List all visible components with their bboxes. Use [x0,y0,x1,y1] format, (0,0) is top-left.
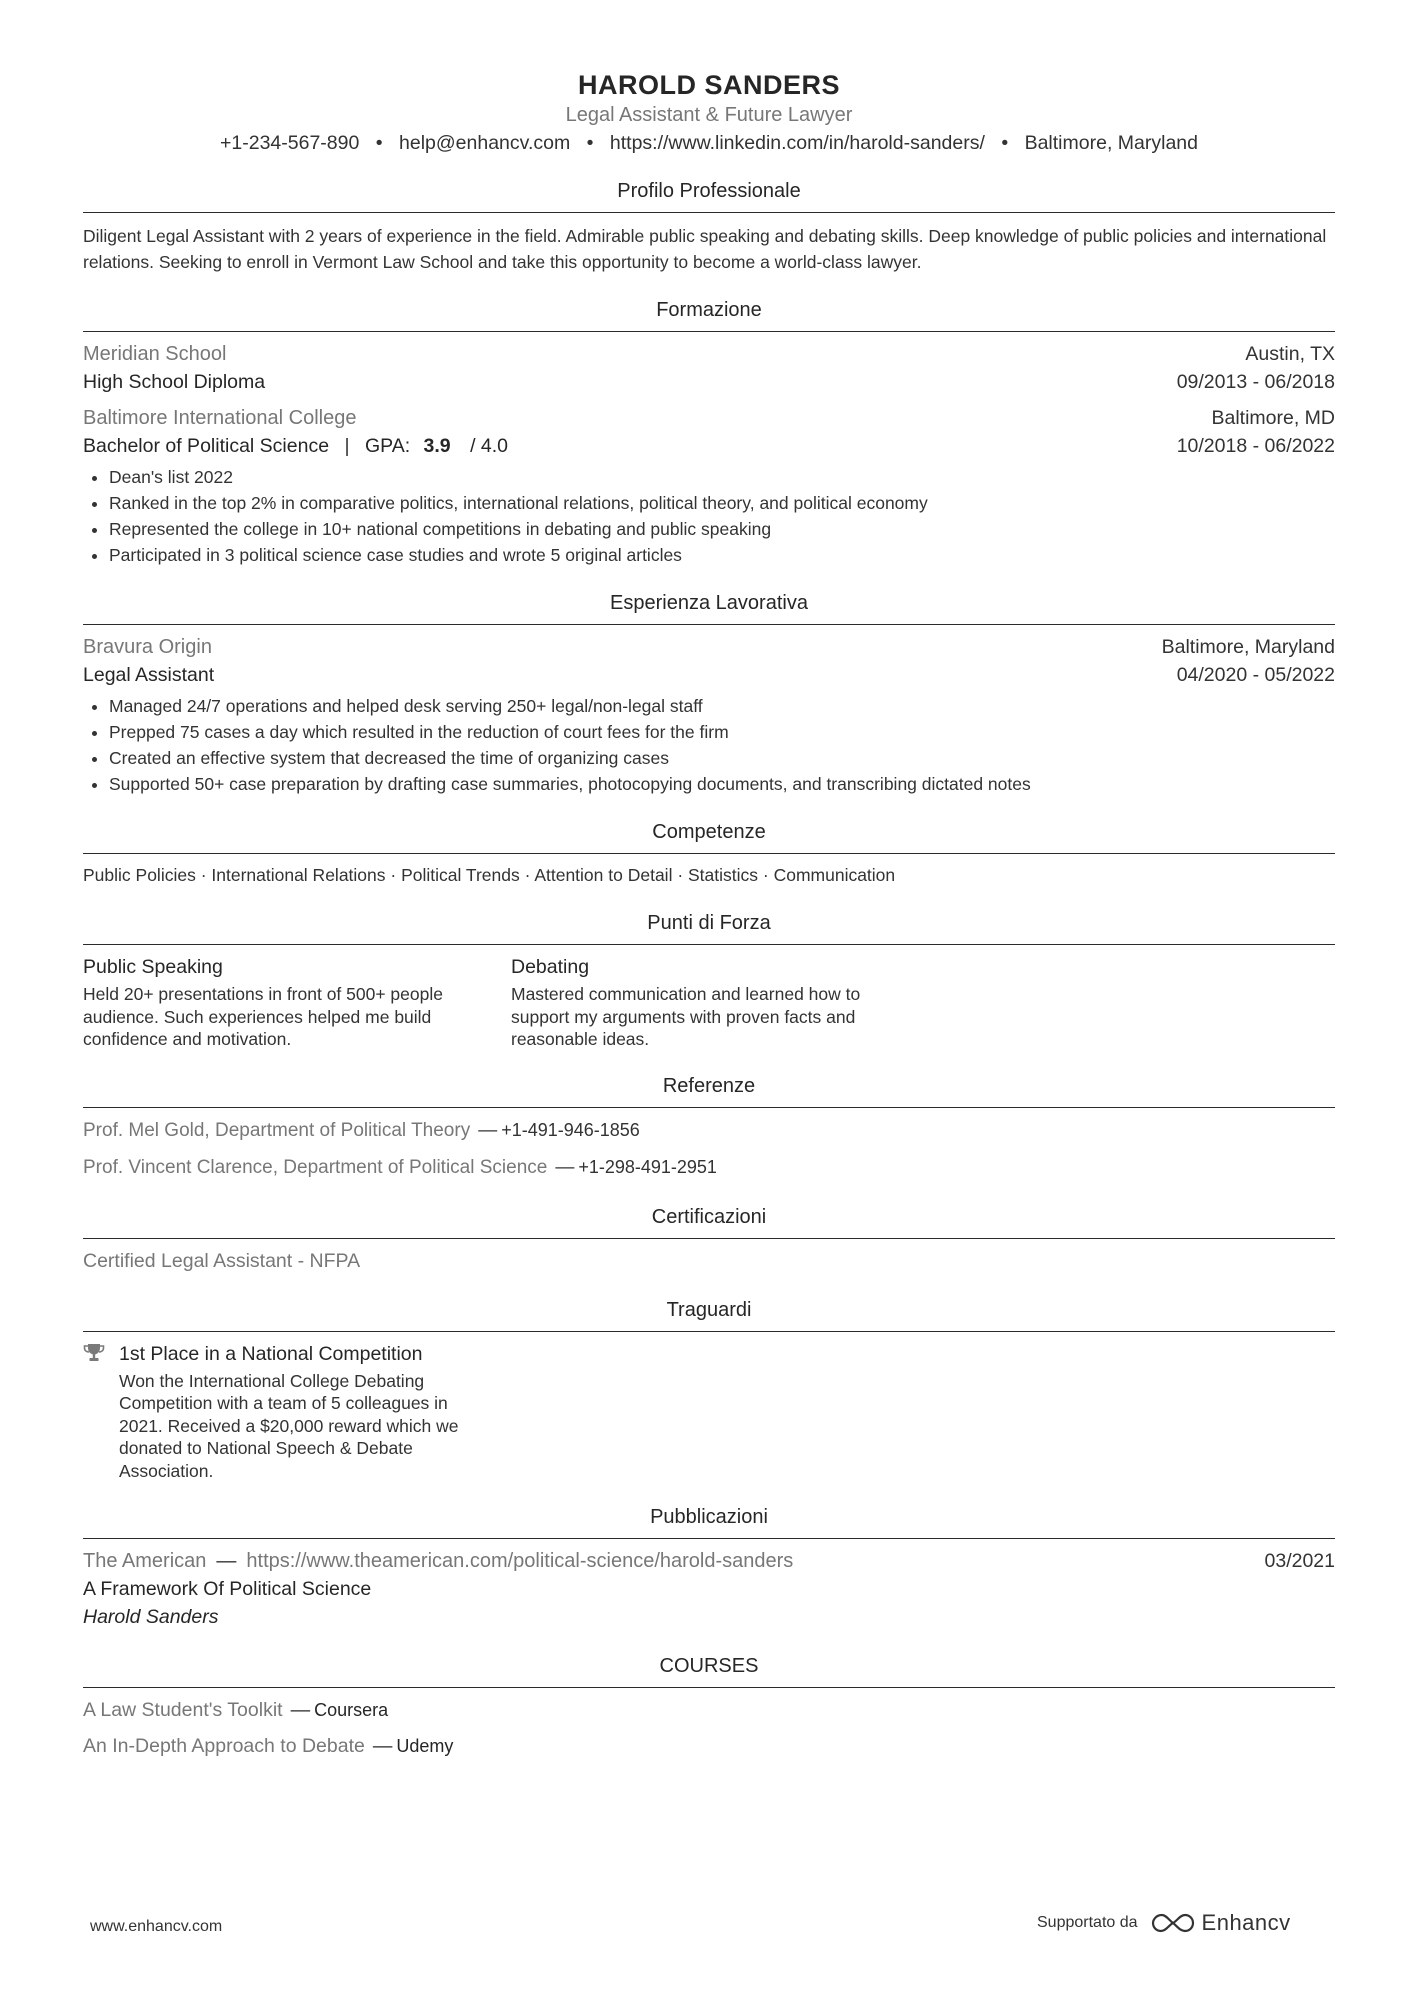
reference-phone[interactable]: +1-491-946-1856 [501,1119,640,1140]
publication-title: A Framework Of Political Science [83,1578,372,1600]
section-title-references: Referenze [83,1073,1335,1108]
strength-desc: Mastered communication and learned how to support my arguments with proven facts and reasonable ideas. [511,984,861,1049]
publication-author: Harold Sanders [83,1606,219,1628]
reference-name: Prof. Mel Gold, Department of Political Theory [83,1119,471,1141]
footer-brand[interactable] [1037,1910,1291,1936]
education-bullets [83,464,1335,568]
contact-separator: • [586,132,594,154]
section-title-publications: Pubblicazioni [83,1504,1335,1539]
section-title-skills: Competenze [83,819,1335,854]
contact-separator: • [375,132,383,154]
achievement-desc: Won the International College Debating Competition with a team of 5 colleagues in 2021. Received a $20,000 reward which we donated to National Speech & Debate Association. [119,1370,459,1481]
strengths-grid [83,953,1335,1051]
list-item: • Created an effective system that decreased the time of organizing cases [109,745,1335,771]
list-item: • Ranked in the top 2% in comparative politics, international relations, political theory, and political economy [109,490,1335,516]
section-title-strengths: Punti di Forza [83,910,1335,945]
experience-entry [83,633,1335,797]
experience-dates: 04/2020 - 05/2022 [1176,664,1335,686]
certification-item: Certified Legal Assistant - NFPA [83,1249,361,1272]
list-item: • Dean's list 2022 [109,464,1335,490]
section-title-experience: Esperienza Lavorativa [83,590,1335,625]
reference-item [83,1153,1335,1182]
reference-item [83,1116,1335,1145]
list-item: • Represented the college in 10+ national competitions in debating and public speaking [109,516,1335,542]
gpa-max: / 4.0 [470,435,509,457]
education-entry [83,404,1335,568]
publication-date: 03/2021 [1264,1550,1335,1572]
strength-item [83,953,479,1051]
contact-phone[interactable]: +1-234-567-890 [220,132,360,154]
contact-separator: • [1001,132,1009,154]
education-school: Baltimore International College [83,407,357,429]
education-dates: 10/2018 - 06/2022 [1176,435,1335,457]
course-provider: Coursera [314,1700,389,1720]
reference-dash: — [555,1156,575,1178]
strength-title: Public Speaking [83,956,223,978]
strength-desc: Held 20+ presentations in front of 500+ people audience. Such experiences helped me build confidence and motivation. [83,984,443,1049]
experience-bullets [83,693,1335,797]
education-school: Meridian School [83,343,227,365]
list-item: • Prepped 75 cases a day which resulted in the reduction of court fees for the firm [109,719,1335,745]
course-dash: — [290,1699,311,1721]
experience-role: Legal Assistant [83,664,215,686]
course-item [83,1696,1335,1724]
resume-page [83,68,1335,1760]
course-provider: Udemy [396,1736,454,1756]
list-item: • Managed 24/7 operations and helped desk serving 250+ legal/non-legal staff [109,693,1335,719]
skills-list: Public Policies · International Relations · Political Trends · Attention to Detail · Statistics · Communication [83,865,896,885]
course-item [83,1732,1335,1760]
publication-entry [83,1547,1335,1631]
enhancv-logo-icon [1150,1911,1196,1935]
reference-name: Prof. Vincent Clarence, Department of Political Science [83,1156,548,1178]
contact-line [83,130,1335,156]
candidate-name: HAROLD SANDERS [577,70,840,100]
list-item: • Supported 50+ case preparation by drafting case summaries, photocopying documents, and transcribing dictated notes [109,771,1335,797]
candidate-subtitle: Legal Assistant & Future Lawyer [565,104,853,126]
section-title-education: Formazione [83,297,1335,332]
section-title-profile: Profilo Professionale [83,178,1335,213]
reference-dash: — [478,1119,498,1141]
education-degree: Bachelor of Political Science [83,435,330,457]
section-title-certifications: Certificazioni [83,1204,1335,1239]
course-name: A Law Student's Toolkit [83,1699,283,1721]
gpa-separator: | [344,435,350,457]
experience-company: Bravura Origin [83,636,212,658]
course-dash: — [372,1735,393,1757]
experience-location: Baltimore, Maryland [1161,636,1335,658]
education-degree-line [83,432,508,460]
footer-website[interactable]: www.enhancv.com [90,1918,223,1935]
publication-header [83,1547,793,1575]
list-item: • Participated in 3 political science case studies and wrote 5 original articles [109,542,1335,568]
footer-powered-by: Supportato da [1037,1914,1138,1931]
education-dates: 09/2013 - 06/2018 [1176,371,1335,393]
publication-dash: — [216,1550,237,1572]
achievement-item [83,1340,1335,1483]
reference-phone[interactable]: +1-298-491-2951 [578,1156,717,1177]
publication-url[interactable]: https://www.theamerican.com/political-science/harold-sanders [246,1550,794,1572]
strength-item [511,953,907,1051]
course-name: An In-Depth Approach to Debate [83,1735,365,1757]
publication-publisher: The American [83,1550,207,1572]
contact-linkedin[interactable]: https://www.linkedin.com/in/harold-sanders/ [609,132,985,154]
education-entry [83,340,1335,396]
gpa-value: 3.9 [423,435,451,457]
achievement-title: 1st Place in a National Competition [119,1342,423,1365]
section-title-courses: COURSES [83,1653,1335,1688]
contact-location: Baltimore, Maryland [1024,132,1198,154]
trophy-icon [83,1340,119,1483]
footer-brand-name: Enhancv [1201,1910,1291,1935]
strength-title: Debating [511,956,590,978]
education-location: Austin, TX [1245,343,1335,365]
contact-email[interactable]: help@enhancv.com [399,132,571,154]
profile-summary: Diligent Legal Assistant with 2 years of experience in the field. Admirable public speaking and debating skills. Deep knowledge of public policies and international relations. Seeking to enroll in Vermont Law School and take this opportunity to become a world-class lawyer. [83,226,1327,272]
section-title-achievements: Traguardi [83,1297,1335,1332]
education-location: Baltimore, MD [1211,407,1335,429]
gpa-label: GPA: [364,435,411,457]
education-degree: High School Diploma [83,371,266,393]
